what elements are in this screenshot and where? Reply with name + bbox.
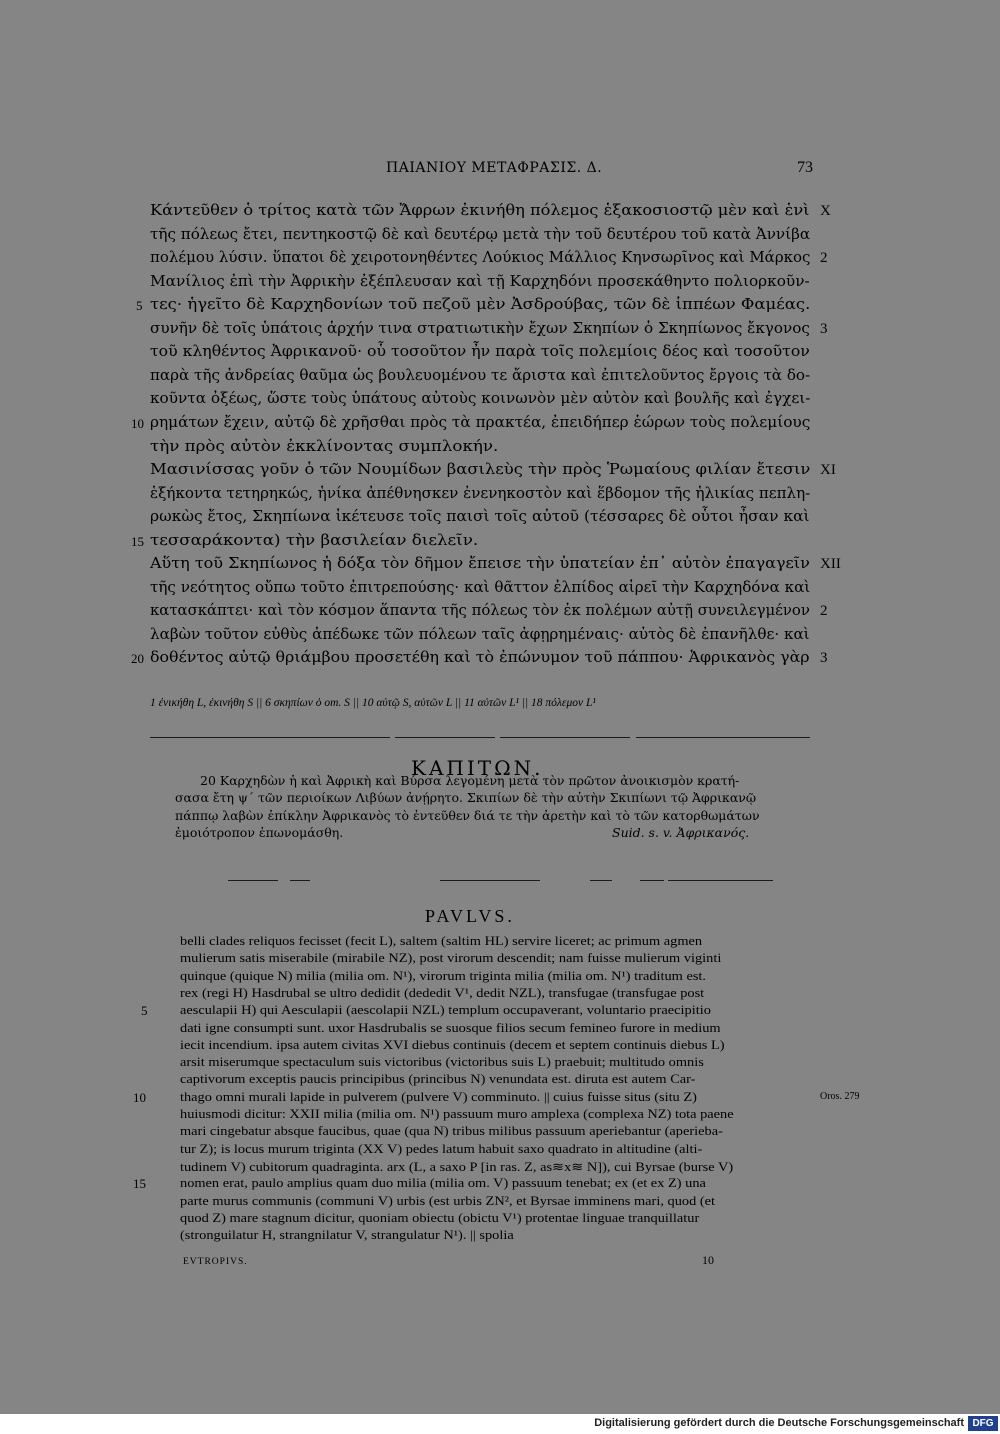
margin-section-number: 2 <box>820 250 828 267</box>
paulus-text-line: arsit miserumque spectaculum suis victoribus (victoribus suis L) praebuit; multitudo omnis <box>180 1055 704 1070</box>
paulus-text-line: nomen erat, paulo amplius quam duo milia (milia om. V) passuum tenebat; ex (et ex Z) una <box>180 1176 706 1191</box>
paulus-text-line: (stronguilatur H, strangnilatur V, strangulatur N¹). || spolia <box>180 1228 514 1243</box>
critical-apparatus: 1 ἐνικήθη L, ἐκινήθη S || 6 σκηπίων ὁ om. S || 10 αὐτῷ S, αὐτῶν L || 11 αὐτῶν L¹ || 18 πόλεμον L¹ <box>150 697 596 709</box>
greek-text-line: παρὰ τῆς ἀνδρείας θαῦμα ὡς βουλευομένου τε ἄριστα καὶ ἐπιτελοῦντος ἔργοις τὰ δο- <box>150 367 811 384</box>
signature-number: 10 <box>702 1253 714 1267</box>
paulus-text-line: tudinem V) cubitorum quadraginta. arx (L, a saxo P [in ras. Z, as≋x≋ N]), cui Byrsae (burse V) <box>180 1159 734 1174</box>
paulus-text-line: thago omni murali lapide in pulverem (pulvere V) comminuto. || cuius fuisse situs (situ Z) <box>180 1089 697 1104</box>
greek-text-line: κοῦντα ὀξέως, ὥστε τοὺς ὑπάτους αὐτοὺς κοινωνὸν μὲν αὐτὸν καὶ βουλῆς καὶ ἐγχει- <box>150 391 811 408</box>
divider-line <box>636 737 810 738</box>
digitization-footer <box>0 1414 1000 1434</box>
margin-section-number: XI <box>820 462 836 479</box>
greek-text-line: τὴν πρὸς αὐτὸν ἐκκλίνοντας συμπλοκήν. <box>150 438 499 455</box>
greek-text-line: ρωκὼς ἔτος, Σκηπίωνα ἱκέτευσε τοῖς παισὶ τοῖς αὐτοῦ (τέσσαρες δὲ οὗτοι ἦσαν καὶ <box>150 509 810 526</box>
paulus-text-line: quinque (quique N) milia (milia om. N¹), virorum triginta milia (milia om. N¹) traditum est. <box>180 968 707 983</box>
dfg-logo-icon: DFG <box>968 1416 998 1431</box>
greek-text-line: τῆς νεότητος οὔπω τοῦτο ἐπιτρεπούσης· καὶ θᾶττον ἐλπίδος αἱρεῖ τὴν Καρχηδόνα καὶ <box>150 579 811 596</box>
paulus-text-line: tur Z); is locus murum triginta (XX V) pedes latum habuit saxo quadrato in altitudine (alti- <box>180 1141 703 1156</box>
greek-text-line: Αὕτη τοῦ Σκηπίωνος ἡ δόξα τὸν δῆμον ἔπεισε τὴν ὑπατείαν ἐπ᾽ αὐτὸν ἐπαγαγεῖν <box>150 556 810 573</box>
margin-section-number: 3 <box>820 320 828 337</box>
greek-text-line: τεσσαράκοντα) τὴν βασιλείαν διελεῖν. <box>150 532 479 549</box>
kapiton-source: Suid. s. v. Ἀφρικανός. <box>612 824 750 840</box>
greek-text-line: πολέμου λύσιν. ὕπατοι δὲ χειροτονηθέντες Λούκιος Μάλλιος Κηνσωρῖνος καὶ Μάρκος <box>150 250 811 267</box>
divider-line <box>500 737 630 738</box>
divider-line <box>668 880 773 881</box>
printer-signature: EVTROPIVS. <box>183 1257 248 1267</box>
line-number: 15 <box>131 533 144 549</box>
paulus-text-line: huiusmodi dicitur: XXII milia (milia om. N¹) passuum muro amplexa (complexa NZ) tota paene <box>180 1107 734 1121</box>
line-number: 10 <box>131 415 144 431</box>
greek-text-line: Μανίλιος ἐπὶ τὴν Ἀφρικὴν ἐξέπλευσαν καὶ τῇ Καρχηδόνι προσεκάθηντο πολιορκοῦν- <box>150 273 810 290</box>
greek-text-line: τες· ἡγεῖτο δὲ Καρχηδονίων τοῦ πεζοῦ μὲν Ἀσδρούβας, τῶν δὲ ἱππέων Φαμέας. <box>150 297 811 314</box>
margin-section-number: XII <box>820 556 841 573</box>
greek-text-line: ρημάτων ἔχειν, αὐτῷ δὲ χρῆσθαι πρὸς τὰ πρακτέα, ἐπειδήπερ ἑώρων τοὺς πολεμίους <box>150 414 811 431</box>
kapiton-text-line: πάππῳ λαβὼν ἐπίκλην Ἀφρικανὸς τὸ ἐντεῦθεν διά τε τὴν ἀρετὴν καὶ τὸ τῶν κατορθωμάτων <box>175 807 760 823</box>
greek-text-line: ἑξήκοντα τετηρηκώς, ἡνίκα ἀπέθνησκεν ἐνενηκοστὸν καὶ ἕβδομον τῆς ἡλικίας πεπλη- <box>150 485 811 502</box>
kapiton-text-line: σασα ἔτη ψ´ τῶν περιοίκων Λιβύων ἀνῄρητο. Σκιπίων δὲ τὴν αὐτὴν Σκιπίωνι τῷ Ἀφρικανῷ <box>175 790 757 806</box>
paulus-text-line: quod Z) mare stagnum dicitur, quoniam obiectu (obictu V¹) protentae linguae tranquillatur <box>180 1210 700 1225</box>
page-number: 73 <box>797 159 813 176</box>
greek-text-line: τοῦ κληθέντος Ἀφρικανοῦ· οὗ τοσοῦτον ἦν παρὰ τοῖς πολεμίοις δέος καὶ τοσοῦτον <box>150 344 810 361</box>
paulus-text-line: belli clades reliquos fecisset (fecit L), saltem (saltim HL) servire liceret; ac primum agmen <box>180 934 703 948</box>
divider-line <box>228 880 278 881</box>
line-number: 5 <box>141 1003 148 1019</box>
kapiton-text-line: 20 Καρχηδὼν ἡ καὶ Ἀφρικὴ καὶ Βύρσα λεγομένη μετὰ τὸν πρῶτον ἀνοικισμὸν κρατή- <box>200 773 740 788</box>
divider-line <box>440 880 540 881</box>
divider-line <box>290 880 310 881</box>
paulus-title: PAVLVS. <box>425 906 515 926</box>
paulus-text-line: rex (regi H) Hasdrubal se ultro dedidit (dededit V¹, dedit NZL), transfugae (transfugae post <box>180 985 705 1000</box>
greek-text-line: Μασινίσσας γοῦν ὁ τῶν Νουμίδων βασιλεὺς τὴν πρὸς Ῥωμαίους φιλίαν ἔτεσιν <box>150 462 811 479</box>
kapiton-title: ΚΑΠΙΤΩΝ. <box>411 756 544 780</box>
margin-section-number: 3 <box>820 650 828 667</box>
line-number: 5 <box>136 298 143 314</box>
kapiton-text-line: ἐμοιότροπον ἐπωνομάσθη. <box>175 824 344 840</box>
funding-credit: Digitalisierung gefördert durch die Deutsche Forschungsgemeinschaft <box>594 1417 964 1429</box>
greek-text-line: κατασκάπτει· καὶ τὸν κόσμον ἅπαντα τῆς πόλεως τὸν ἐκ πολέμων αὐτῇ συνειλεγμένον <box>150 603 810 620</box>
paulus-text-line: dati igne consumpti sunt. uxor Hasdrubalis se suosque filios secum femineo furore in medium <box>180 1020 721 1035</box>
greek-text-line: δοθέντος αὐτῷ θριάμβου προσετέθη καὶ τὸ ἐπώνυμον τοῦ πάππου· Ἀφρικανὸς γὰρ <box>150 650 810 667</box>
margin-section-number: X <box>820 203 831 219</box>
line-number: 20 <box>131 651 144 667</box>
greek-text-line: τῆς πόλεως ἔτει, πεντηκοστῷ δὲ καὶ δευτέρῳ μετὰ τὴν τοῦ δευτέρου τοῦ κατὰ Ἀννίβα <box>150 226 811 243</box>
paulus-text-line: aesculapii H) qui Aesculapii (aescolapii NZL) templum occupaverant, voluntario praecipitio <box>180 1003 711 1018</box>
greek-text-line: Κάντεῦθεν ὁ τρίτος κατὰ τῶν Ἄφρων ἐκινήθη πόλεμος ἑξακοσιοστῷ μὲν καὶ ἑνὶ <box>150 203 810 219</box>
margin-section-number: 2 <box>820 603 828 620</box>
paulus-text-line: mari cingebatur absque faucibus, quae (qua N) tribus milibus passuum aperiebantur (aperieba- <box>180 1124 723 1139</box>
greek-text-line: συνῆν δὲ τοῖς ὑπάτοις ἀρχήν τινα στρατιωτικὴν ἔχων Σκηπίων ὁ Σκηπίωνος ἔκγονος <box>150 320 810 337</box>
paulus-text-line: parte murus communis (communi V) urbis (est urbis ZN², et Byrsae imminens mari, quod (et <box>180 1193 716 1208</box>
line-number: 15 <box>133 1176 146 1192</box>
divider-line <box>395 737 495 738</box>
side-note-reference: Oros. 279 <box>820 1090 860 1102</box>
line-number: 10 <box>133 1089 146 1105</box>
divider-line <box>150 737 390 738</box>
paulus-text-line: iecit incendium. ipsa autem civitas XVI diebus continuis (decem et septem continuis diebus L) <box>180 1037 725 1052</box>
greek-text-line: λαβὼν τοῦτον εὐθὺς ἀπέδωκε τῶν πόλεων ταῖς ἀφῃρημέναις· αὐτὸς δὲ ἐπανῆλθε· καὶ <box>150 626 810 643</box>
paulus-text-line: captivorum exceptis paucis principibus (princibus N) venundata est. diruta est autem Car- <box>180 1072 696 1087</box>
divider-line <box>640 880 664 881</box>
divider-line <box>590 880 612 881</box>
paulus-text-line: mulierum satis miserabile (mirabile NZ), post virorum descendit; nam fuisse mulierum viginti <box>180 951 722 966</box>
running-header: ΠΑΙΑΝΙΟΥ ΜΕΤΑΦΡΑΣΙΣ. Δ. <box>386 160 603 176</box>
